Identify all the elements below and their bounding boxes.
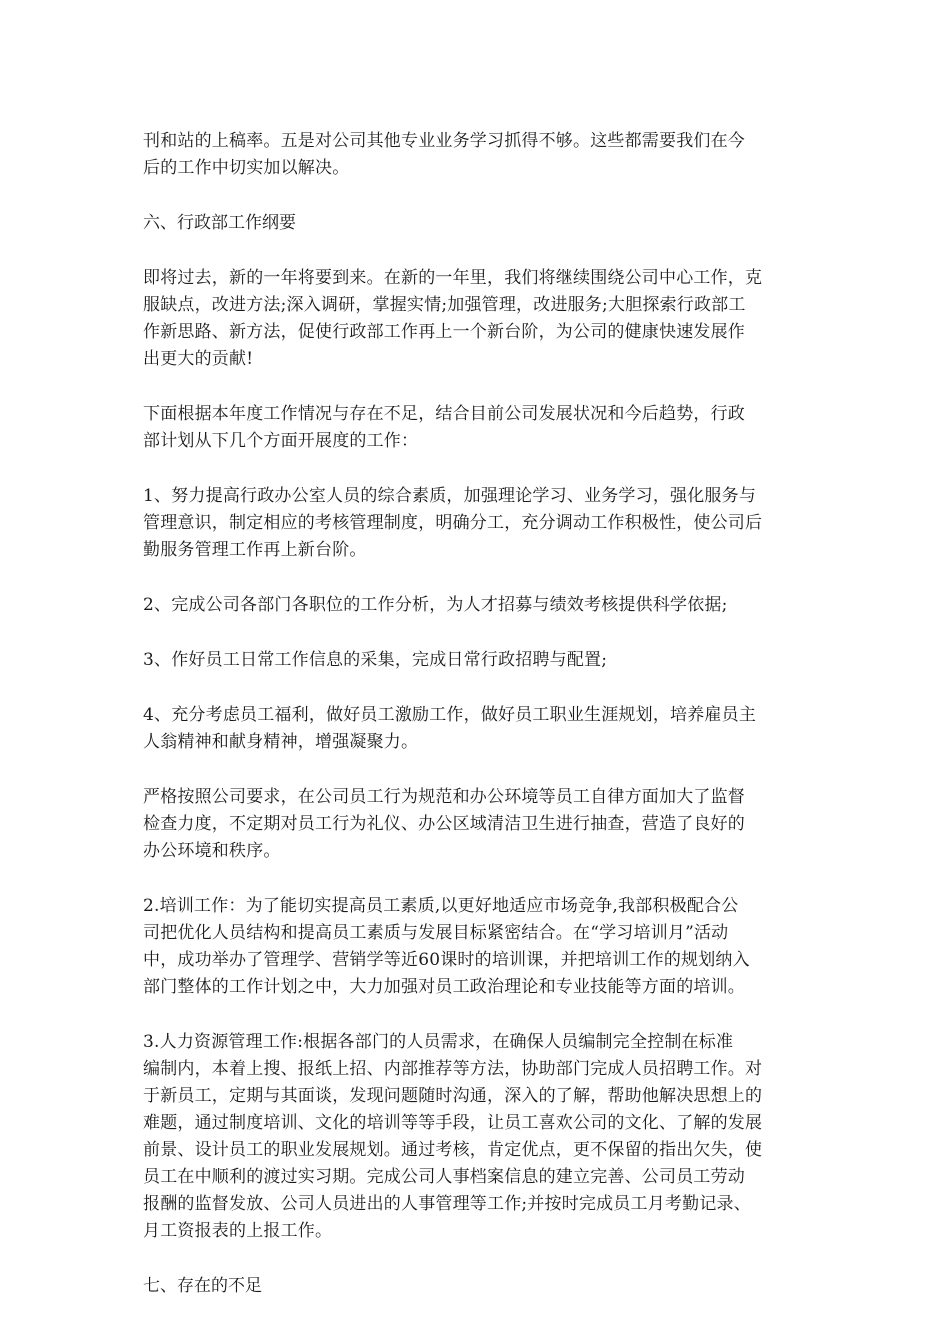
section-heading-seven: 七、存在的不足 (143, 1276, 262, 1296)
paragraph-item-4: 4、充分考虑员工福利，做好员工激励工作，做好员工职业生涯规划，培养雇员主 人翁精神和献身精神，增强凝聚力。 (143, 705, 757, 752)
section-heading-six: 六、行政部工作纲要 (143, 213, 296, 233)
document-body (143, 128, 813, 1328)
paragraph-hr-management: 3.人力资源管理工作:根据各部门的人员需求，在确保人员编制完全控制在标准 编制内，本着上搜、报纸上招、内部推荐等方法，协助部门完成人员招聘工作。对 于新员工，定期与其面谈，发现问题随时沟通，深入的了解，帮助他解决思想上的 难题，通过制度培训、文化的培训等等手段，让员工喜欢公司的文化、了解的发展 前景、设计员工的职业发展规划。通过考核，肯定优点，更不保留的指出欠失，使 员工在中顺利的渡过实习期。完成公司人事档案信息的建立完善、公司员工劳动 报酬的监督发放、公司人员进出的人事管理等工作;并按时完成员工月考勤记录、 月工资报表的上报工作。 (143, 1032, 763, 1241)
paragraph-item-1: 1、努力提高行政办公室人员的综合素质，加强理论学习、业务学习，强化服务与 管理意识，制定相应的考核管理制度，明确分工，充分调动工作积极性，使公司后 勤服务管理工作再上新台阶。 (143, 486, 763, 560)
paragraph-plan-intro: 下面根据本年度工作情况与存在不足，结合目前公司发展状况和今后趋势，行政 部计划从下几个方面开展度的工作： (143, 404, 745, 451)
paragraph-training: 2.培训工作：为了能切实提高员工素质,以更好地适应市场竞争,我部积极配合公 司把优化人员结构和提高员工素质与发展目标紧密结合。在“学习培训月”活动 中，成功举办了管理学、营销学等近60课时的培训课，并把培训工作的规划纳入 部门整体的工作计划之中，大力加强对员工政治理论和专业技能等方面的培训。 (143, 896, 750, 997)
paragraph-discipline: 严格按照公司要求，在公司员工行为规范和办公环境等员工自律方面加大了监督 检查力度，不定期对员工行为礼仪、办公区域清洁卫生进行抽查，营造了良好的 办公环境和秩序。 (143, 787, 745, 861)
paragraph-item-2: 2、完成公司各部门各职位的工作分析，为人才招募与绩效考核提供科学依据; (143, 595, 728, 615)
paragraph-new-year: 即将过去，新的一年将要到来。在新的一年里，我们将继续围绕公司中心工作，克 服缺点，改进方法;深入调研，掌握实情;加强管理，改进服务;大胆探索行政部工 作新思路、新方法，促使行政部工作再上一个新台阶，为公司的健康快速发展作 出更大的贡献! (143, 268, 763, 369)
paragraph-intro-continuation: 刊和站的上稿率。五是对公司其他专业业务学习抓得不够。这些都需要我们在今 后的工作中切实加以解决。 (143, 131, 745, 178)
paragraph-item-3: 3、作好员工日常工作信息的采集，完成日常行政招聘与配置; (143, 650, 608, 670)
